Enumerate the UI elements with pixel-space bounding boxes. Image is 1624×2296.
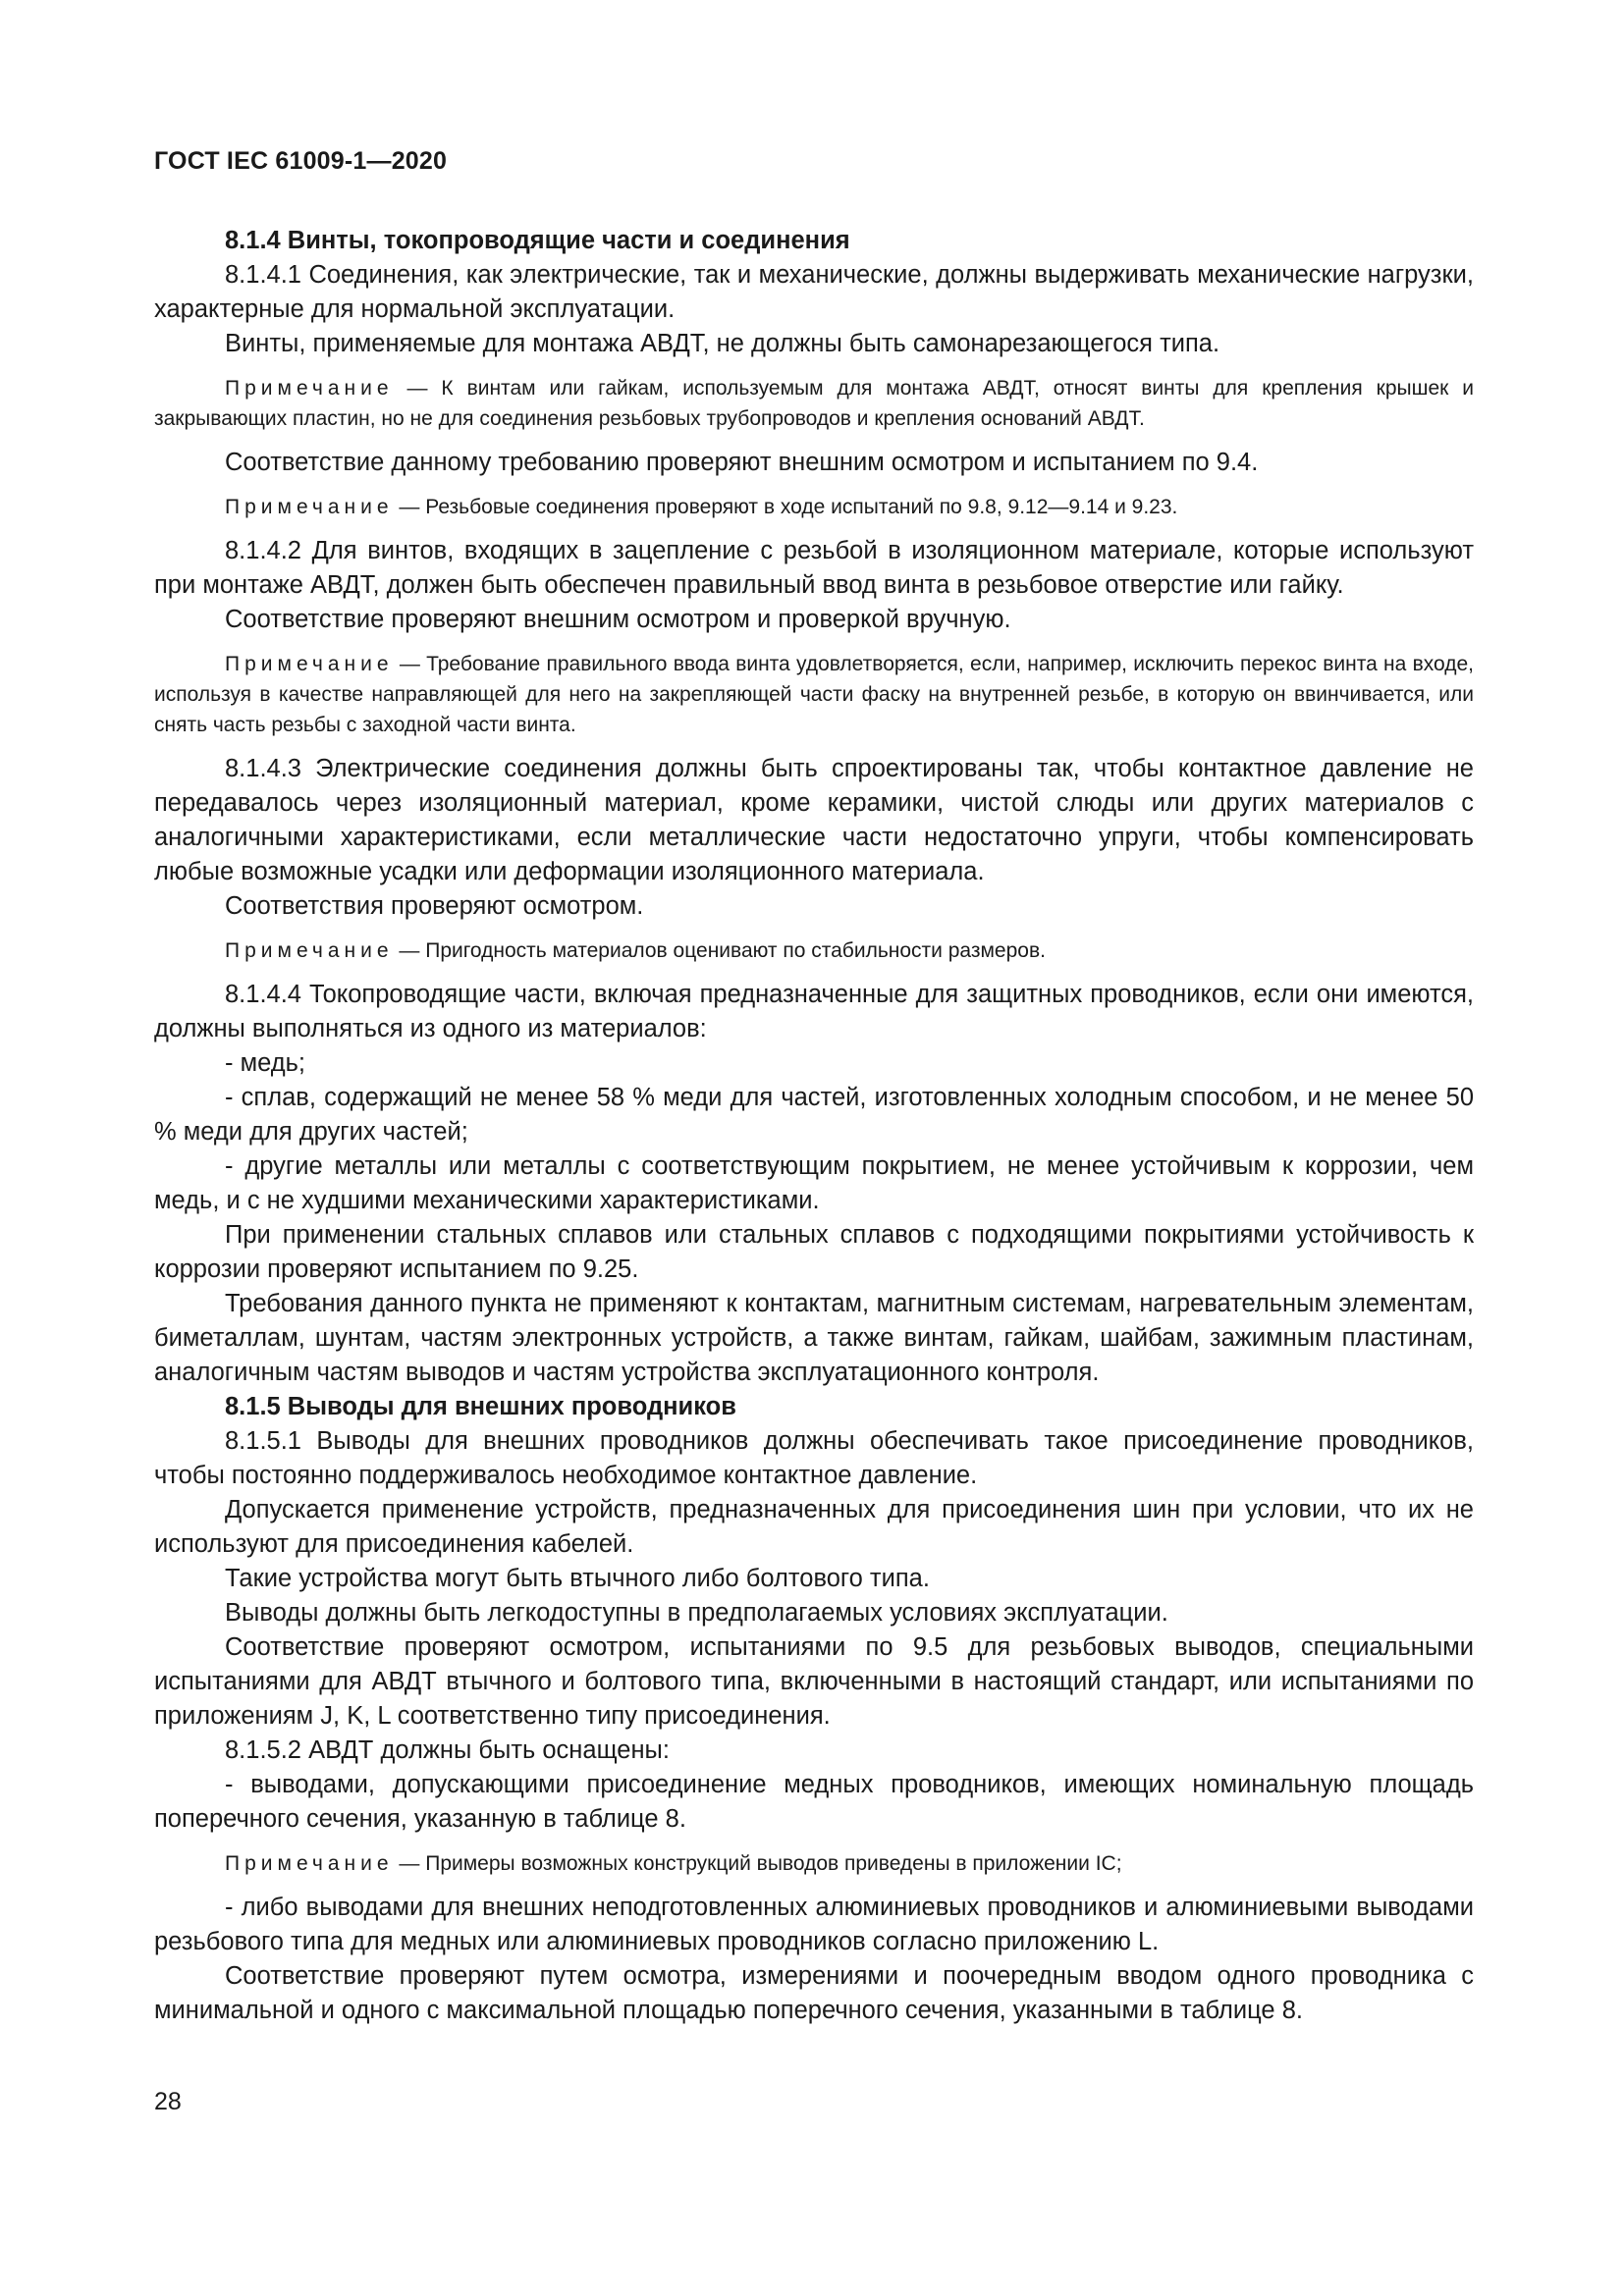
body-paragraph: 8.1.5.2 АВДТ должны быть оснащены: [225,1736,670,1764]
section-heading: 8.1.5 Выводы для внешних проводников [225,1393,736,1420]
body-paragraph: 8.1.4.2 Для винтов, входящих в зацепление с резьбой в изоляционном материале, которые используют при монтаже АВДТ, должен быть обеспечен правильный ввод винта в резьбовое отверстие или гайку. [154,537,1474,599]
body-paragraph: - другие металлы или металлы с соответствующим покрытием, не менее устойчивым к коррозии, чем медь, и с не худшими механическими характеристиками. [154,1152,1474,1214]
body-paragraph: - выводами, допускающими присоединение медных проводников, имеющих номинальную площадь поперечного сечения, указанную в таблице 8. [154,1771,1474,1833]
note-dash: — [393,496,426,518]
note-paragraph [154,935,1474,966]
body-paragraph: Соответствие данному требованию проверяют внешним осмотром и испытанием по 9.4. [225,449,1259,476]
note-text: Примеры возможных конструкций выводов приведены в приложении IC; [425,1852,1122,1875]
body-paragraph: Соответствие проверяют путем осмотра, измерениями и поочередным вводом одного проводника с минимальной и одного с максимальной площадью поперечного сечения, указанными в таблице 8. [154,1962,1474,2024]
body-paragraph: При применении стальных сплавов или стальных сплавов с подходящими покрытиями устойчивость к коррозии проверяют испытанием по 9.25. [154,1221,1474,1283]
note-dash: — [393,653,427,675]
note-text: Пригодность материалов оценивают по стабильности размеров. [425,939,1046,962]
note-label: Примечание [225,1852,394,1875]
document-body [154,224,1474,2028]
document-header: ГОСТ IEC 61009-1—2020 [154,147,448,175]
note-dash: — [393,939,426,962]
body-paragraph: Требования данного пункта не применяют к контактам, магнитным системам, нагревательным элементам, биметаллам, шунтам, частям электронных устройств, а также винтам, гайкам, шайбам, зажимным пластинам, аналогичным частям выводов и частям устройства эксплуатационного контроля. [154,1290,1474,1386]
body-paragraph: Соответствия проверяют осмотром. [225,892,644,920]
note-paragraph [154,373,1474,434]
body-paragraph: 8.1.5.1 Выводы для внешних проводников должны обеспечивать такое присоединение проводников, чтобы постоянно поддерживалось необходимое контактное давление. [154,1427,1474,1489]
note-label: Примечание [225,939,394,962]
body-paragraph: 8.1.4.3 Электрические соединения должны быть спроектированы так, чтобы контактное давление не передавалось через изоляционный материал, кроме керамики, чистой слюды или других материалов с аналогичными характеристиками, если металлические части недостаточно упруги, чтобы компенсировать любые возможные усадки или деформации изоляционного материала. [154,755,1474,885]
body-paragraph: Допускается применение устройств, предназначенных для присоединения шин при условии, что их не используют для присоединения кабелей. [154,1496,1474,1558]
body-paragraph: - либо выводами для внешних неподготовленных алюминиевых проводников и алюминиевыми выводами резьбового типа для медных или алюминиевых проводников согласно приложению L. [154,1894,1474,1955]
body-paragraph: - сплав, содержащий не менее 58 % меди для частей, изготовленных холодным способом, и не менее 50 % меди для других частей; [154,1084,1474,1146]
note-text: К винтам или гайкам, используемым для монтажа АВДТ, относят винты для крепления крышек и закрывающих пластин, но не для соединения резьбовых трубопроводов и крепления оснований АВДТ. [154,377,1474,430]
note-label: Примечание [225,496,394,518]
note-dash: — [393,377,442,400]
body-paragraph: - медь; [225,1049,305,1077]
note-paragraph [154,492,1474,522]
note-text: Требование правильного ввода винта удовлетворяется, если, например, исключить перекос винта на входе, используя в качестве направляющей для него на закрепляющей части фаску на внутренней резьбе, в которую он ввинчивается, или снять часть резьбы с заходной части винта. [154,653,1474,736]
note-label: Примечание [225,653,394,675]
section-heading: 8.1.4 Винты, токопроводящие части и соединения [225,227,850,254]
body-paragraph: 8.1.4.4 Токопроводящие части, включая предназначенные для защитных проводников, если они имеются, должны выполняться из одного из материалов: [154,981,1474,1042]
body-paragraph: 8.1.4.1 Соединения, как электрические, так и механические, должны выдерживать механические нагрузки, характерные для нормальной эксплуатации. [154,261,1474,323]
note-paragraph [154,1848,1474,1879]
body-paragraph: Соответствие проверяют внешним осмотром и проверкой вручную. [225,606,1011,633]
body-paragraph: Соответствие проверяют осмотром, испытаниями по 9.5 для резьбовых выводов, специальными испытаниями для АВДТ втычного и болтового типа, включенными в настоящий стандарт, или испытаниями по приложениям J, K, L соответственно типу присоединения. [154,1633,1474,1730]
note-text: Резьбовые соединения проверяют в ходе испытаний по 9.8, 9.12—9.14 и 9.23. [425,496,1178,518]
note-label: Примечание [225,377,394,400]
body-paragraph: Выводы должны быть легкодоступны в предполагаемых условиях эксплуатации. [225,1599,1168,1627]
note-paragraph [154,649,1474,740]
body-paragraph: Винты, применяемые для монтажа АВДТ, не должны быть самонарезающегося типа. [225,330,1220,357]
body-paragraph: Такие устройства могут быть втычного либо болтового типа. [225,1565,930,1592]
page-number: 28 [154,2088,182,2115]
note-dash: — [393,1852,426,1875]
